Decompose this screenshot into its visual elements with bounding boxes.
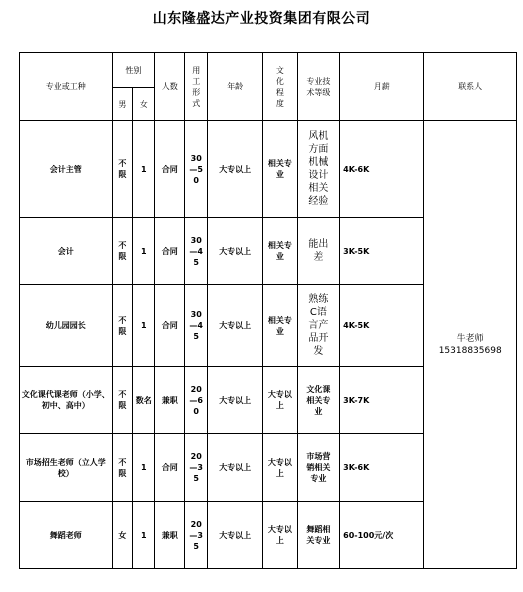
cell-skills-text: 舞蹈相关专业 <box>306 525 331 545</box>
header-count: 人数 <box>155 53 185 121</box>
cell-skills-text: 市场营销相关专业 <box>306 452 331 483</box>
cell-age: 大专以上 <box>208 285 263 367</box>
header-education <box>263 53 297 121</box>
cell-female: 1 <box>133 434 155 502</box>
cell-female: 数名 <box>133 367 155 434</box>
header-skills <box>297 53 340 121</box>
cell-employment: 20—60 <box>185 367 208 434</box>
cell-major: 会计主管 <box>20 121 113 218</box>
cell-male: 不限 <box>112 434 133 502</box>
cell-skills <box>297 502 340 569</box>
cell-salary: 60-100元/次 <box>340 502 424 569</box>
cell-major: 市场招生老师（立人学校） <box>20 434 113 502</box>
cell-employment: 20—35 <box>185 434 208 502</box>
cell-count: 合同 <box>155 121 185 218</box>
cell-skills <box>297 434 340 502</box>
cell-female: 1 <box>133 285 155 367</box>
cell-salary: 4K-5K <box>340 285 424 367</box>
cell-salary: 3K-6K <box>340 434 424 502</box>
cell-count: 兼职 <box>155 367 185 434</box>
header-major: 专业或工种 <box>20 53 113 121</box>
cell-female: 1 <box>133 121 155 218</box>
cell-age: 大专以上 <box>208 502 263 569</box>
cell-salary: 3K-7K <box>340 367 424 434</box>
contact-name: 牛老师 <box>456 333 484 344</box>
cell-education: 大专以上 <box>263 502 297 569</box>
cell-male: 女 <box>112 502 133 569</box>
cell-skills <box>297 285 340 367</box>
cell-count: 合同 <box>155 218 185 285</box>
header-female: 女 <box>133 88 155 121</box>
cell-education: 相关专业 <box>263 218 297 285</box>
job-table <box>19 52 517 569</box>
header-employment-text: 用工形式 <box>192 65 201 108</box>
cell-count: 合同 <box>155 285 185 367</box>
cell-skills-text: 熟练C语言产品开发 <box>308 294 329 357</box>
header-education-text: 文化程度 <box>275 65 284 108</box>
header-employment <box>185 53 208 121</box>
cell-skills-text: 文化课相关专业 <box>306 384 331 416</box>
cell-male: 不限 <box>112 367 133 434</box>
cell-education: 大专以上 <box>263 367 297 434</box>
cell-male: 不限 <box>112 285 133 367</box>
cell-education: 大专以上 <box>263 434 297 502</box>
company-title: 山东隆盛达产业投资集团有限公司 <box>152 11 371 27</box>
header-male: 男 <box>112 88 133 121</box>
header-skills-text: 专业技术等级 <box>306 76 331 97</box>
cell-education: 相关专业 <box>263 285 297 367</box>
cell-employment: 30—45 <box>185 285 208 367</box>
cell-employment: 30—45 <box>185 218 208 285</box>
cell-employment: 30—50 <box>185 121 208 218</box>
cell-age: 大专以上 <box>208 121 263 218</box>
cell-count: 合同 <box>155 434 185 502</box>
cell-female: 1 <box>133 502 155 569</box>
cell-female: 1 <box>133 218 155 285</box>
cell-major: 文化课代课老师（小学、初中、高中） <box>20 367 113 434</box>
cell-education: 相关专业 <box>263 121 297 218</box>
cell-skills <box>297 367 340 434</box>
cell-major: 会计 <box>20 218 113 285</box>
cell-salary: 4K-6K <box>340 121 424 218</box>
cell-salary: 3K-5K <box>340 218 424 285</box>
header-salary: 月薪 <box>340 53 424 121</box>
cell-male: 不限 <box>112 218 133 285</box>
contact-phone: 15318835698 <box>438 345 502 356</box>
header-contact: 联系人 <box>424 53 517 121</box>
cell-employment: 20—35 <box>185 502 208 569</box>
cell-major: 舞蹈老师 <box>20 502 113 569</box>
table-row <box>20 121 517 218</box>
cell-male: 不限 <box>112 121 133 218</box>
header-age: 年龄 <box>208 53 263 121</box>
cell-age: 大专以上 <box>208 367 263 434</box>
cell-skills <box>297 218 340 285</box>
cell-age: 大专以上 <box>208 434 263 502</box>
header-gender: 性别 <box>112 53 155 88</box>
cell-major: 幼儿园园长 <box>20 285 113 367</box>
cell-skills-text: 能出差 <box>308 239 329 263</box>
cell-age: 大专以上 <box>208 218 263 285</box>
cell-skills <box>297 121 340 218</box>
cell-count: 兼职 <box>155 502 185 569</box>
cell-contact <box>424 121 517 569</box>
header-row-1 <box>20 53 517 88</box>
cell-skills-text: 风机方面机械设计相关经验 <box>308 131 329 207</box>
